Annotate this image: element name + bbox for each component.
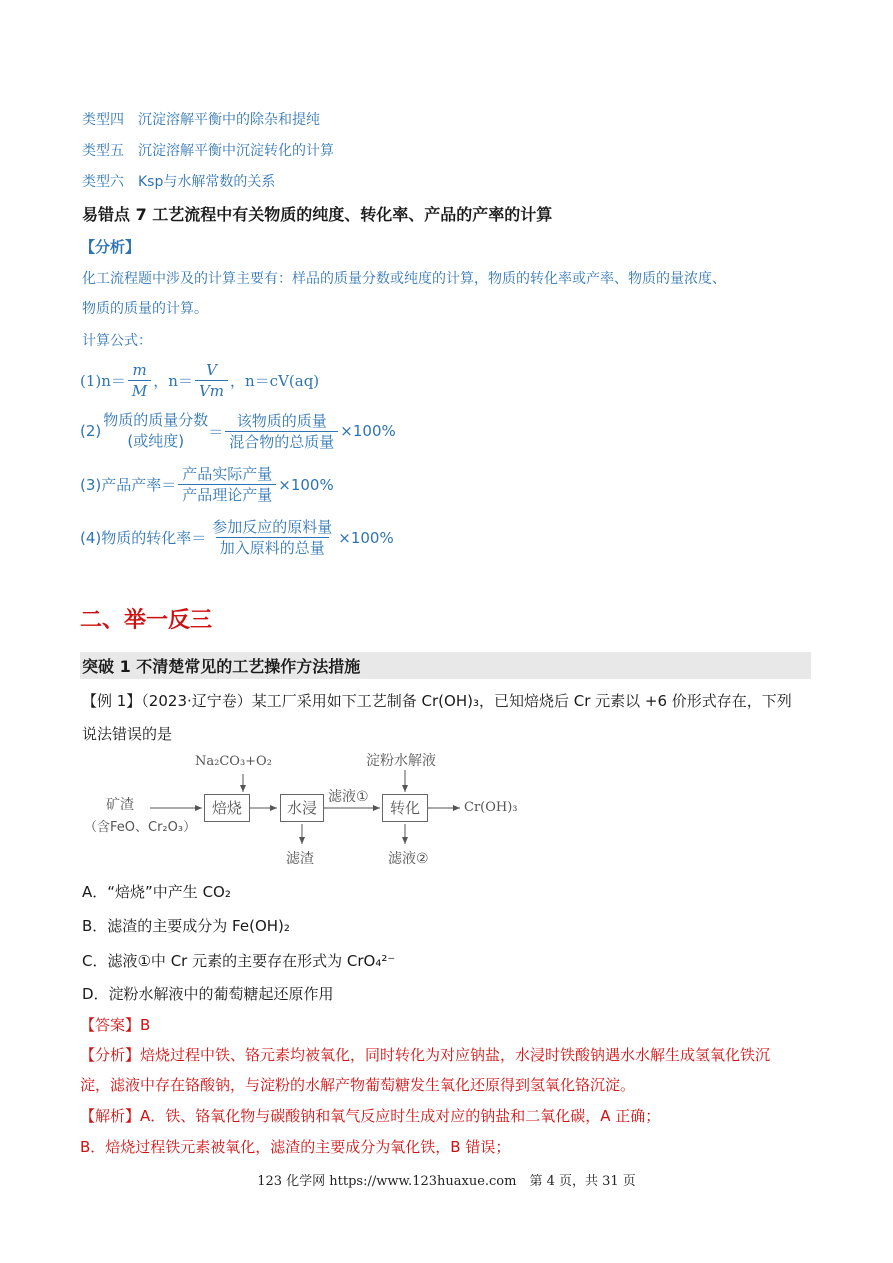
solution-line-1: 【解析】A．铁、铬氧化物与碳酸钠和氧气反应时生成对应的钠盐和二氧化碳，A 正确； bbox=[80, 1107, 661, 1125]
type-item-6: 类型六 Ksp与水解常数的关系 bbox=[82, 174, 276, 190]
option-d: D．淀粉水解液中的葡萄糖起还原作用 bbox=[82, 985, 334, 1003]
analysis-text-line1: 化工流程题中涉及的计算主要有：样品的质量分数或纯度的计算，物质的转化率或产率、物质的量浓度、 bbox=[82, 271, 726, 287]
reagent-na2co3: Na₂CO₃+O₂ bbox=[195, 754, 272, 769]
part-heading: 二、举一反三 bbox=[80, 608, 213, 633]
answer: 【答案】B bbox=[80, 1016, 151, 1034]
box-roasting: 焙烧 bbox=[204, 794, 250, 822]
filtrate-2-label: 滤液② bbox=[388, 851, 429, 867]
product-label: Cr(OH)₃ bbox=[464, 800, 518, 815]
example-line-2: 说法错误的是 bbox=[82, 725, 173, 743]
input-ore-note: （含FeO、Cr₂O₃） bbox=[84, 820, 197, 835]
analysis-text-line2: 物质的质量的计算。 bbox=[82, 301, 208, 317]
analysis-line-2: 淀，滤液中存在铬酸钠，与淀粉的水解产物葡萄糖发生氧化还原得到氢氧化铬沉淀。 bbox=[80, 1076, 636, 1094]
formula-3: (3)产品产率＝ $\frac{\text{产品实际产量}}{\text{产品理论产量}}$ ×100% bbox=[80, 465, 334, 504]
analysis-tag: 【分析】 bbox=[80, 238, 141, 256]
formula-title: 计算公式： bbox=[82, 333, 152, 349]
solution-line-2: B．焙烧过程铁元素被氧化，滤渣的主要成分为氧化铁，B 错误； bbox=[80, 1138, 511, 1156]
formula-4: (4)物质的转化率＝ $\frac{\text{参加反应的原料量}}{\text{加入原料的总量}}$ ×100% bbox=[80, 518, 394, 557]
breakthrough-heading: 突破 1 不清楚常见的工艺操作方法措施 bbox=[80, 652, 811, 679]
example-line-1: 【例 1】（2023·辽宁卷）某工厂采用如下工艺制备 Cr(OH)₃，已知焙烧后 Cr 元素以 +6 价形式存在，下列 bbox=[82, 692, 792, 710]
box-conversion: 转化 bbox=[382, 794, 428, 822]
section-title: 易错点 7 工艺流程中有关物质的纯度、转化率、产品的产率的计算 bbox=[82, 205, 553, 224]
page-footer: 123 化学网 https://www.123huaxue.com 第 4 页，共 31 页 bbox=[257, 1174, 636, 1189]
formula-1: (1)n＝ $\frac{m}{M}$ ，n＝ $\frac{V}{Vm}$ ，n＝cV(aq) bbox=[80, 361, 320, 400]
option-a: A．“焙烧”中产生 CO₂ bbox=[82, 883, 231, 901]
type-item-4: 类型四 沉淀溶解平衡中的除杂和提纯 bbox=[82, 112, 320, 128]
reagent-starch: 淀粉水解液 bbox=[366, 753, 436, 769]
input-ore: 矿渣 bbox=[106, 797, 134, 813]
type-item-5: 类型五 沉淀溶解平衡中沉淀转化的计算 bbox=[82, 143, 334, 159]
filtrate-1-label: 滤液① bbox=[328, 789, 369, 805]
formula-2: (2) 物质的质量分数 (或纯度) ＝ $\frac{\text{该物质的质量}}{\text{混合物的总质量}}$ ×100% bbox=[80, 411, 396, 451]
process-diagram bbox=[84, 746, 544, 872]
residue-label: 滤渣 bbox=[286, 851, 314, 867]
option-b: B．滤渣的主要成分为 Fe(OH)₂ bbox=[82, 917, 290, 935]
box-water-leach: 水浸 bbox=[280, 794, 324, 822]
analysis-line-1: 【分析】焙烧过程中铁、铬元素均被氧化，同时转化为对应钠盐，水浸时铁酸钠遇水水解生成氢氧化铁沉 bbox=[80, 1046, 771, 1064]
option-c: C．滤液①中 Cr 元素的主要存在形式为 CrO₄²⁻ bbox=[82, 952, 396, 970]
